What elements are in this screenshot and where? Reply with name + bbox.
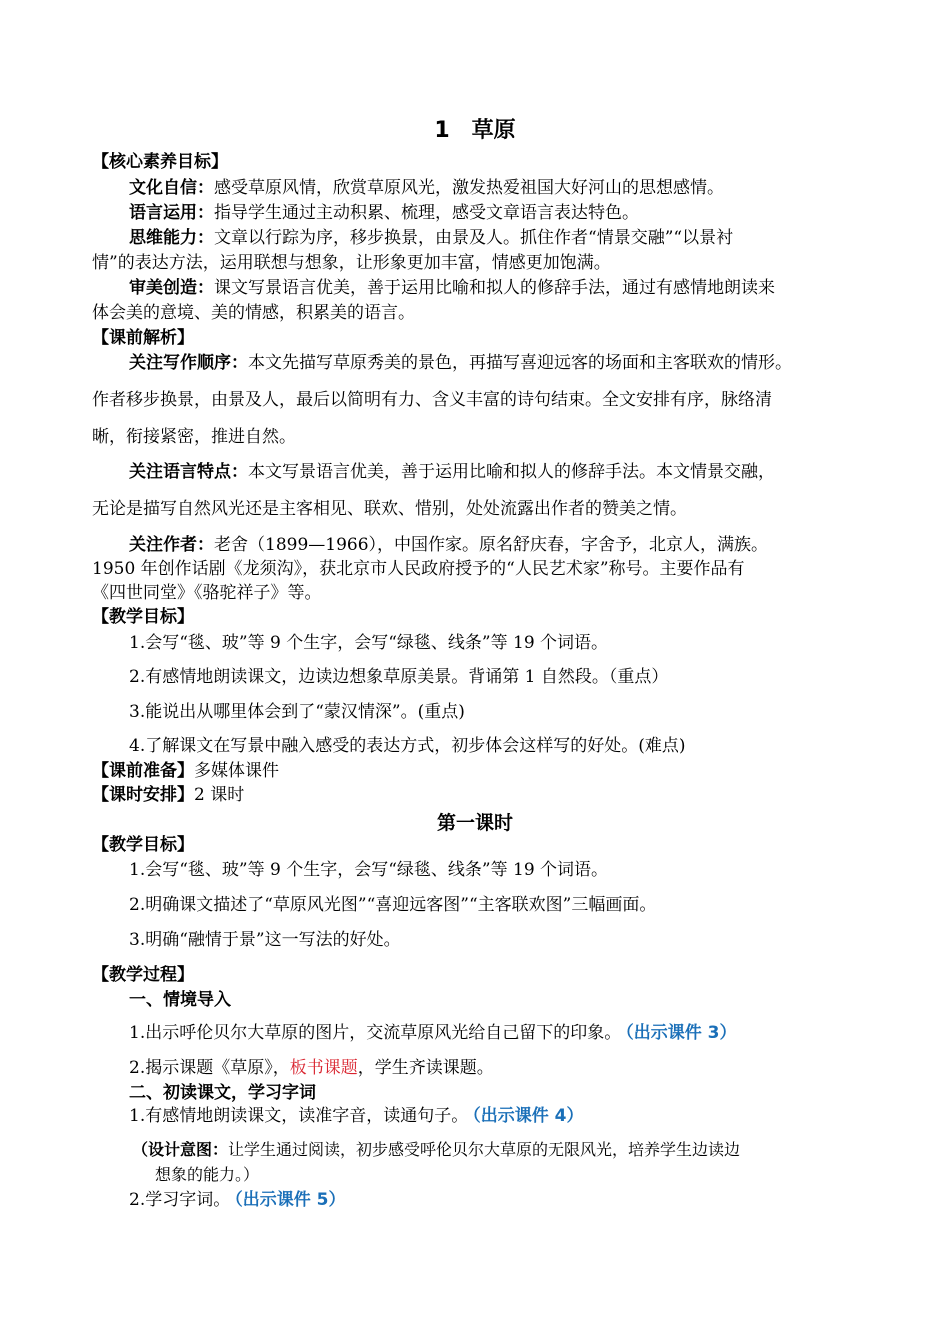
lesson-title: 1 草原	[434, 118, 516, 143]
board-title-note: 板书课题	[289, 1058, 358, 1078]
lang-label: 关注语言特点：	[129, 462, 248, 482]
language-line	[129, 201, 639, 225]
courseware-tag: （出示课件 5）	[234, 1190, 346, 1210]
lang-line-1	[129, 460, 775, 484]
lesson1-goal-item: 1.会写“毯、玻”等 9 个生字，会写“绿毯、线条”等 19 个词语。	[129, 860, 609, 880]
thinking-label: 思维能力：	[129, 228, 214, 248]
courseware-tag: （出示课件 4）	[472, 1106, 584, 1126]
goal-item: 3.能说出从哪里体会到了“蒙汉情深”。(重点)	[129, 702, 465, 722]
author-label: 关注作者：	[129, 535, 214, 555]
author-text-3: 《四世同堂》《骆驼祥子》等。	[92, 583, 322, 603]
schedule-heading: 【课时安排】	[92, 785, 194, 805]
step1-item-1-text: 1.出示呼伦贝尔大草原的图片，交流草原风光给自己留下的印象。	[129, 1023, 622, 1043]
prep-text: 多媒体课件	[194, 761, 279, 781]
culture-text: 感受草原风情，欣赏草原风光，激发热爱祖国大好河山的思想感情。	[214, 178, 724, 198]
step1-item-1	[129, 1021, 736, 1045]
author-text-1: 老舍（1899—1966），中国作家。原名舒庆春，字舍予，北京人，满族。	[214, 535, 769, 555]
core-goals-heading: 【核心素养目标】	[92, 152, 228, 172]
lesson1-goals-heading: 【教学目标】	[92, 835, 194, 855]
schedule-line	[92, 783, 244, 807]
language-text: 指导学生通过主动积累、梳理，感受文章语言表达特色。	[214, 203, 639, 223]
step1-heading: 一、情境导入	[129, 990, 231, 1010]
aesthetic-line-1	[129, 276, 775, 300]
schedule-text: 2 课时	[194, 785, 245, 805]
step2-item-1-text: 1.有感情地朗读课文，读准字音，读通句子。	[129, 1106, 469, 1126]
lang-text-1: 本文写景语言优美，善于运用比喻和拟人的修辞手法。本文情景交融，	[248, 462, 775, 482]
language-label: 语言运用：	[129, 203, 214, 223]
order-label: 关注写作顺序：	[129, 353, 248, 373]
lesson1-goal-item: 3.明确“融情于景”这一写法的好处。	[129, 930, 401, 950]
order-line-1	[129, 351, 792, 375]
step2-item-2-text: 2.学习字词。	[129, 1190, 231, 1210]
goal-item: 2.有感情地朗读课文，边读边想象草原美景。背诵第 1 自然段。（重点）	[129, 667, 669, 687]
order-text-2: 作者移步换景，由景及人，最后以简明有力、含义丰富的诗句结束。全文安排有序，脉络清	[92, 390, 772, 410]
aesthetic-label: 审美创造：	[129, 278, 214, 298]
analysis-heading: 【课前解析】	[92, 328, 194, 348]
lesson1-title: 第一课时	[436, 812, 513, 834]
step1-item-2-a: 2.揭示课题《草原》，	[129, 1058, 290, 1078]
order-text-3: 晰，衔接紧密，推进自然。	[92, 427, 296, 447]
goals-heading: 【教学目标】	[92, 607, 194, 627]
aesthetic-text-2: 体会美的意境、美的情感，积累美的语言。	[92, 303, 415, 323]
author-line-1	[129, 533, 768, 557]
design-text-2: 想象的能力。）	[155, 1165, 260, 1184]
lang-text-2: 无论是描写自然风光还是主客相见、联欢、惜别，处处流露出作者的赞美之情。	[92, 499, 687, 519]
courseware-tag: （出示课件 3）	[625, 1023, 737, 1043]
step1-item-2-b: ，学生齐读课题。	[357, 1058, 494, 1078]
culture-line	[129, 176, 724, 200]
step2-item-2	[129, 1188, 345, 1212]
prep-line	[92, 759, 279, 783]
author-text-2: 1950 年创作话剧《龙须沟》，获北京市人民政府授予的“人民艺术家”称号。主要作品有	[92, 559, 745, 579]
goal-item: 4.了解课文在写景中融入感受的表达方式，初步体会这样写的好处。(难点)	[129, 736, 686, 756]
order-text-1: 本文先描写草原秀美的景色，再描写喜迎远客的场面和主客联欢的情形。	[248, 353, 792, 373]
culture-label: 文化自信：	[129, 178, 214, 198]
step2-item-1	[129, 1104, 583, 1128]
process-heading: 【教学过程】	[92, 965, 194, 985]
prep-heading: 【课前准备】	[92, 761, 194, 781]
goal-item: 1.会写“毯、玻”等 9 个生字，会写“绿毯、线条”等 19 个词语。	[129, 633, 609, 653]
step1-item-2	[129, 1056, 494, 1080]
thinking-line-1	[129, 226, 733, 250]
aesthetic-text-1: 课文写景语言优美，善于运用比喻和拟人的修辞手法，通过有感情地朗读来	[214, 278, 775, 298]
thinking-text-1: 文章以行踪为序，移步换景，由景及人。抓住作者“情景交融”“以景衬	[214, 228, 734, 248]
design-text-1: 让学生通过阅读，初步感受呼伦贝尔大草原的无限风光，培养学生边读边	[228, 1140, 741, 1159]
design-line-1	[132, 1138, 740, 1162]
step2-heading: 二、初读课文，学习字词	[129, 1083, 316, 1103]
thinking-text-2: 情”的表达方法，运用联想与想象，让形象更加丰富，情感更加饱满。	[92, 253, 611, 273]
design-label: （设计意图：	[132, 1140, 229, 1159]
lesson1-goal-item: 2.明确课文描述了“草原风光图”“喜迎远客图”“主客联欢图”三幅画面。	[129, 895, 657, 915]
